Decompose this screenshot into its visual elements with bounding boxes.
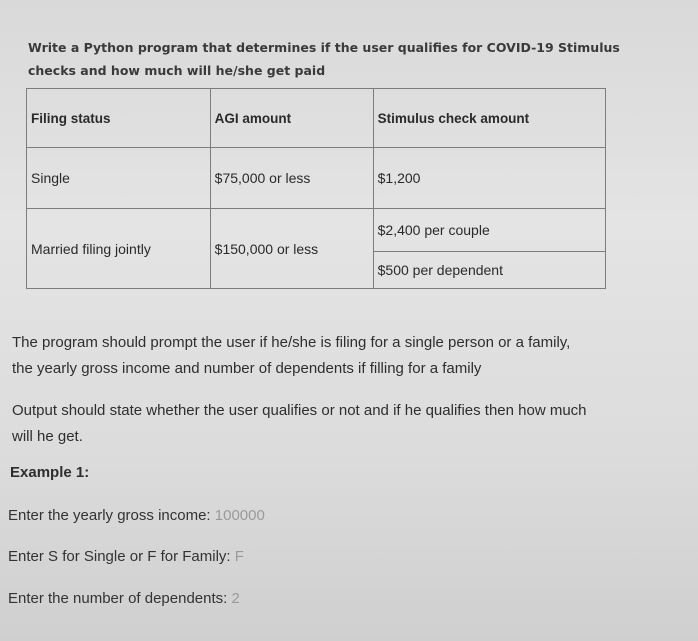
cell-filing-status: Single bbox=[27, 148, 211, 209]
heading-line-2: checks and how much will he/she get paid bbox=[28, 63, 326, 78]
paragraph-line: The program should prompt the user if he/she is filing for a single person or a family, bbox=[12, 334, 571, 351]
header-stimulus-amount: Stimulus check amount bbox=[373, 89, 605, 148]
cell-agi-amount: $150,000 or less bbox=[210, 209, 373, 289]
cell-agi-amount: $75,000 or less bbox=[210, 148, 373, 209]
cell-stimulus-dependent: $500 per dependent bbox=[373, 252, 605, 289]
paragraph-line: Output should state whether the user qualifies or not and if he qualifies then how much bbox=[12, 402, 587, 419]
paragraph-line: will he get. bbox=[12, 428, 83, 445]
heading-line-1: Write a Python program that determines if the user qualifies for COVID-19 Stimulus bbox=[28, 40, 620, 55]
type-prompt: Enter S for Single or F for Family: bbox=[8, 548, 231, 565]
type-value: F bbox=[234, 548, 244, 565]
assignment-heading bbox=[28, 36, 668, 82]
example-income-line bbox=[8, 507, 265, 524]
table-row bbox=[27, 209, 606, 252]
stimulus-table bbox=[26, 88, 606, 289]
header-agi-amount: AGI amount bbox=[210, 89, 373, 148]
table-header-row bbox=[27, 89, 606, 148]
cell-filing-status: Married filing jointly bbox=[27, 209, 211, 289]
example-dependents-line bbox=[8, 590, 240, 607]
table-row bbox=[27, 148, 606, 209]
example-title: Example 1: bbox=[10, 464, 90, 481]
prompt-description bbox=[12, 330, 692, 382]
example-type-line bbox=[8, 548, 244, 565]
output-description bbox=[12, 398, 692, 450]
header-filing-status: Filing status bbox=[27, 89, 211, 148]
cell-stimulus-amount: $1,200 bbox=[373, 148, 605, 209]
income-prompt: Enter the yearly gross income: bbox=[8, 507, 211, 524]
dependents-prompt: Enter the number of dependents: bbox=[8, 590, 228, 607]
income-value: 100000 bbox=[214, 507, 265, 524]
dependents-value: 2 bbox=[231, 590, 240, 607]
cell-stimulus-amount: $2,400 per couple bbox=[373, 209, 605, 252]
paragraph-line: the yearly gross income and number of dependents if filling for a family bbox=[12, 360, 482, 377]
